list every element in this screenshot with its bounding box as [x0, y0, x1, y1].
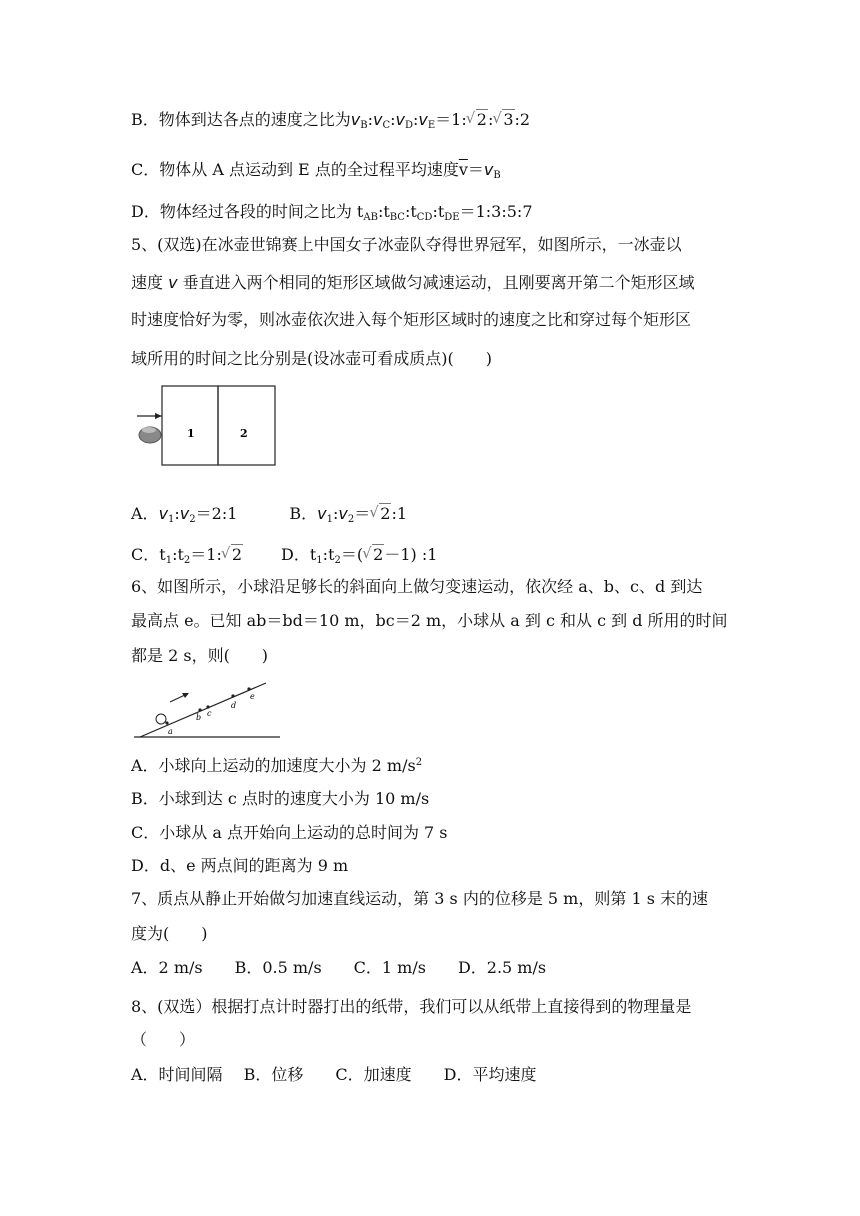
- q8-options: A．时间间隔 B．位移 C．加速度 D．平均速度: [131, 1065, 537, 1084]
- q8-stem-line2: （ ）: [131, 1030, 196, 1049]
- q5-options-ab: A．$v_1:v_2=2:1$ B．$v_1:v_2=$ √ 2:1: [131, 504, 407, 524]
- q6-option-b: B．小球到达 c 点时的速度大小为 10 m/s: [131, 789, 430, 808]
- q4-option-b: B．物体到达各点的速度之比为$v_B:v_C:v_D:v_E=1$: √ 2: √ 3:2: [131, 110, 530, 130]
- q7-stem-line2: 度为( ): [131, 924, 208, 943]
- point-a-label: a: [168, 727, 173, 736]
- point-b-label: b: [196, 713, 202, 722]
- sqrt-3: √ 3: [493, 110, 514, 130]
- q4-option-d: D．物体经过各段的时间之比为 $t_{AB}:t_{BC}:t_{CD}:t_{DE}=1:3:5:7$: [131, 202, 533, 223]
- q5-stem-line1: 5、(双选)在冰壶世锦赛上中国女子冰壶队夺得世界冠军，如图所示，一冰壶以: [131, 235, 682, 254]
- average-velocity-symbol: $\overline{v}$: [458, 160, 468, 179]
- q5-curling-figure: [132, 383, 282, 469]
- q5-stem-line2: 速度 v 垂直进入两个相同的矩形区域做匀减速运动，且刚要离开第二个矩形区域: [131, 273, 695, 292]
- q7-stem-line1: 7、质点从静止开始做匀加速直线运动，第 3 s 内的位移是 5 m，则第 1 s 末的速: [131, 889, 709, 908]
- q6-option-c: C．小球从 a 点开始向上运动的总时间为 7 s: [131, 823, 448, 842]
- point-e-label: e: [250, 692, 255, 701]
- sqrt-2: √ 2: [467, 110, 488, 130]
- q5-stem-line3: 时速度恰好为零，则冰壶依次进入每个矩形区域时的速度之比和穿过每个矩形区: [131, 310, 692, 329]
- point-d-label: d: [231, 701, 237, 710]
- q7-options: A．2 m/s B．0.5 m/s C．1 m/s D．2.5 m/s: [131, 958, 547, 977]
- q8-stem-line1: 8、(双选）根据打点计时器打出的纸带，我们可以从纸带上直接得到的物理量是: [131, 997, 692, 1016]
- q5-stem-line4: 域所用的时间之比分别是(设冰壶可看成质点)( ): [131, 349, 492, 368]
- q6-stem-line1: 6、如图所示，小球沿足够长的斜面向上做匀变速运动，依次经 a、b、c、d 到达: [131, 577, 703, 596]
- q5-options-cd: C．$t_1:t_2=1$: √ 2 D．$t_1:t_2=$( √ 2－1) :1: [131, 545, 437, 565]
- q6-option-d: D．d、e 两点间的距离为 9 m: [131, 856, 349, 875]
- q6-incline-figure: [132, 680, 282, 740]
- q4-option-c: C．物体从 A 点运动到 E 点的全过程平均速度$\overline{v}=v_B$: [131, 160, 501, 181]
- q6-stem-line2: 最高点 e。已知 ab＝bd＝10 m，bc＝2 m，小球从 a 到 c 和从 c 到 d 所用的时间: [131, 611, 728, 630]
- region-2-label: 2: [240, 427, 248, 440]
- q6-option-a: A．小球向上运动的加速度大小为 2 $m/s^2$: [131, 756, 423, 775]
- region-1-label: 1: [187, 427, 195, 440]
- point-c-label: c: [207, 709, 212, 718]
- q6-stem-line3: 都是 2 s，则( ): [131, 646, 269, 665]
